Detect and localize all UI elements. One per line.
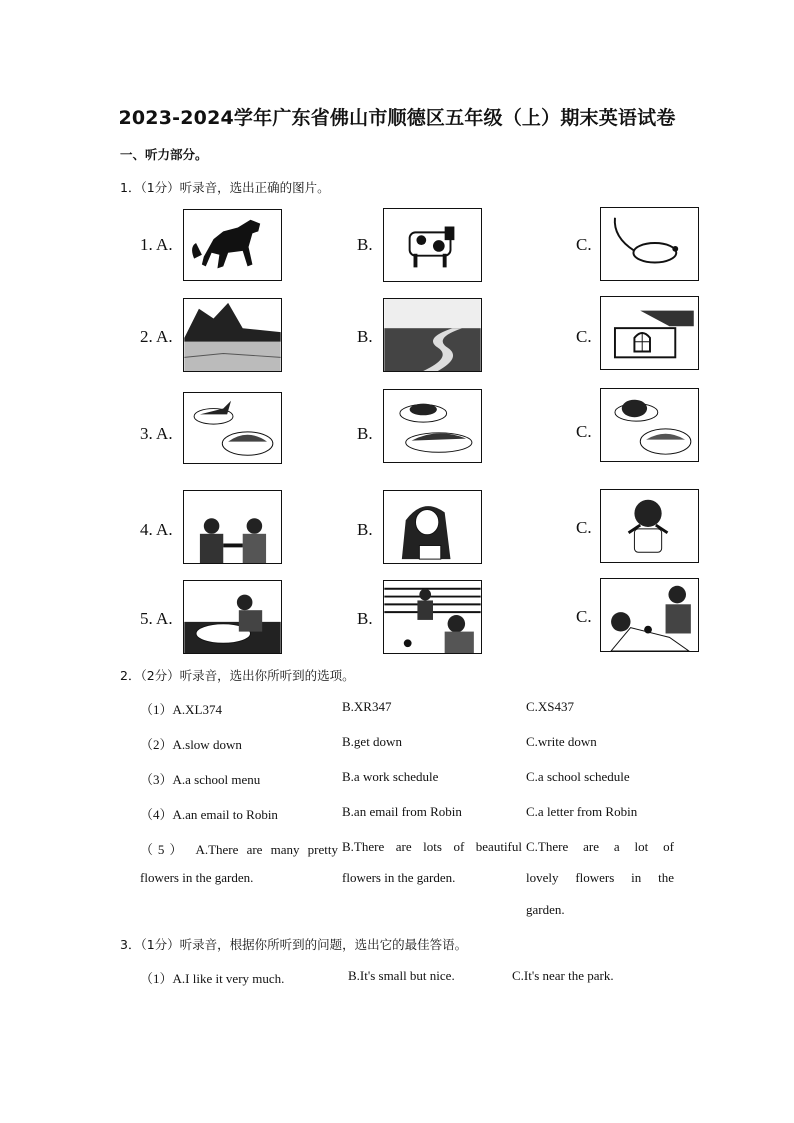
row-5-label-c: C. bbox=[576, 607, 592, 626]
row-3-label-a: 3. A. bbox=[140, 424, 173, 443]
beef-vegetables-picture[interactable] bbox=[383, 389, 482, 463]
row-2-label-a: 2. A. bbox=[140, 327, 173, 346]
q2-item-5-option-a-line-1[interactable]: （5） A.There are many pretty bbox=[140, 842, 338, 857]
q2-item-1-option-a[interactable]: （1）A.XL374 bbox=[140, 702, 222, 717]
row-1-label-b: B. bbox=[357, 235, 373, 254]
row-4-label-b: B. bbox=[357, 520, 373, 539]
boy-cooking-picture[interactable] bbox=[183, 580, 282, 654]
kids-classroom-picture[interactable] bbox=[600, 578, 699, 652]
river-picture[interactable] bbox=[383, 298, 482, 372]
rat-picture[interactable] bbox=[600, 207, 699, 281]
q3-item-1-option-a[interactable]: （1）A.I like it very much. bbox=[140, 971, 285, 986]
cow-picture[interactable] bbox=[383, 208, 482, 282]
handshake-picture[interactable] bbox=[183, 490, 282, 564]
chicken-salad-picture[interactable] bbox=[600, 388, 699, 462]
row-4-label-a: 4. A. bbox=[140, 520, 173, 539]
row-1-label-a: 1. A. bbox=[140, 235, 173, 254]
q2-item-5-option-c-line-3[interactable]: garden. bbox=[526, 902, 565, 917]
page-title: 2023-2024学年广东省佛山市顺德区五年级（上）期末英语试卷 bbox=[118, 107, 676, 129]
q3-item-1-option-c[interactable]: C.It's near the park. bbox=[512, 968, 614, 983]
row-2-label-b: B. bbox=[357, 327, 373, 346]
q2-item-5-option-a-line-2[interactable]: flowers in the garden. bbox=[140, 870, 254, 885]
q2-item-5-option-c-line-1[interactable]: C.There are a lot of bbox=[526, 839, 674, 854]
q2-item-4-option-a[interactable]: （4）A.an email to Robin bbox=[140, 807, 278, 822]
row-2-label-c: C. bbox=[576, 327, 592, 346]
q2-item-2-option-c[interactable]: C.write down bbox=[526, 734, 597, 749]
boy-drinking-picture[interactable] bbox=[600, 489, 699, 563]
q2-item-1-option-c[interactable]: C.XS437 bbox=[526, 699, 575, 714]
q2-item-1-option-b[interactable]: B.XR347 bbox=[342, 699, 392, 714]
section-heading: 一、听力部分。 bbox=[120, 147, 208, 162]
q2-item-3-option-c[interactable]: C.a school schedule bbox=[526, 769, 630, 784]
fish-salad-picture[interactable] bbox=[183, 392, 282, 464]
q2-item-3-option-a[interactable]: （3）A.a school menu bbox=[140, 772, 261, 787]
row-1-label-c: C. bbox=[576, 235, 592, 254]
q2-item-5-option-b-line-1[interactable]: B.There are lots of beautiful bbox=[342, 839, 522, 854]
q2-item-2-option-b[interactable]: B.get down bbox=[342, 734, 402, 749]
q2-item-2-option-a[interactable]: （2）A.slow down bbox=[140, 737, 242, 752]
q2-item-4-option-b[interactable]: B.an email from Robin bbox=[342, 804, 462, 819]
row-3-label-b: B. bbox=[357, 424, 373, 443]
question-3-prompt: 3．（1分）听录音，根据你所听到的问题，选出它的最佳答语。 bbox=[120, 937, 468, 952]
question-1-prompt: 1．（1分）听录音，选出正确的图片。 bbox=[120, 180, 330, 195]
girl-reading-picture[interactable] bbox=[383, 490, 482, 564]
q2-item-5-option-c-line-2[interactable]: lovely flowers in the bbox=[526, 870, 674, 885]
boys-playing-picture[interactable] bbox=[383, 580, 482, 654]
q2-item-5-option-b-line-2[interactable]: flowers in the garden. bbox=[342, 870, 456, 885]
horse-picture[interactable] bbox=[183, 209, 282, 281]
q3-item-1-option-b[interactable]: B.It's small but nice. bbox=[348, 968, 455, 983]
q2-item-3-option-b[interactable]: B.a work schedule bbox=[342, 769, 439, 784]
lake-mountain-picture[interactable] bbox=[183, 298, 282, 372]
q2-item-4-option-c[interactable]: C.a letter from Robin bbox=[526, 804, 638, 819]
row-5-label-b: B. bbox=[357, 609, 373, 628]
row-4-label-c: C. bbox=[576, 518, 592, 537]
question-2-prompt: 2．（2分）听录音，选出你所听到的选项。 bbox=[120, 668, 355, 683]
house-picture[interactable] bbox=[600, 296, 699, 370]
row-3-label-c: C. bbox=[576, 422, 592, 441]
row-5-label-a: 5. A. bbox=[140, 609, 173, 628]
